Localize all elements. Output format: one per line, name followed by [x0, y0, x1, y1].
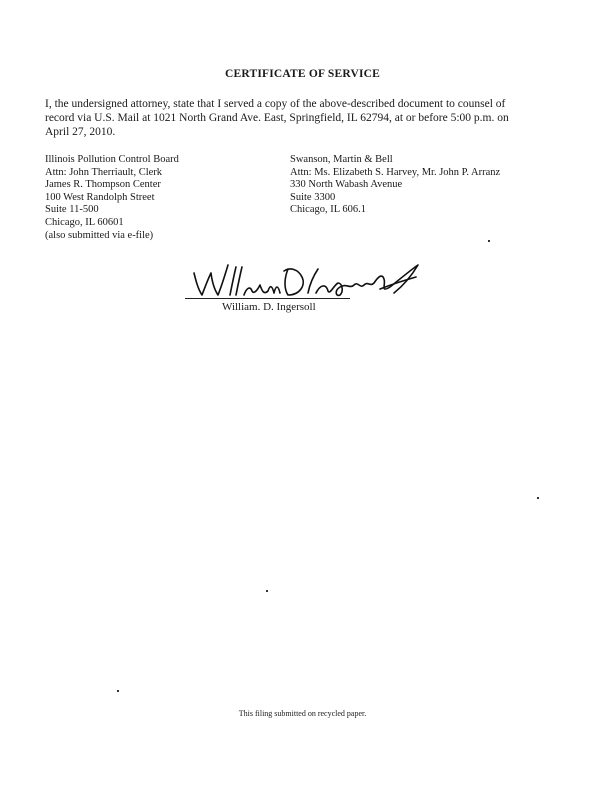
scan-speck [266, 590, 268, 592]
scan-speck [537, 497, 539, 499]
statement-line: record via U.S. Mail at 1021 North Grand Ave. East, Springfield, IL 62794, at or before 5:00 p.m. on [45, 112, 509, 124]
address-line: 100 West Randolph Street [45, 191, 155, 203]
recipient-address-left [45, 154, 179, 242]
address-line: Attn: John Therriault, Clerk [45, 166, 163, 178]
document-title: CERTIFICATE OF SERVICE [224, 68, 381, 80]
scan-speck [488, 240, 490, 242]
address-line: James R. Thompson Center [45, 179, 161, 191]
recipient-address-right [290, 154, 500, 217]
address-line: Suite 11-500 [45, 204, 99, 216]
statement-line: I, the undersigned attorney, state that I served a copy of the above-described document to counsel of [45, 98, 506, 110]
signature-line [185, 298, 350, 299]
footer-note: This filing submitted on recycled paper. [238, 709, 367, 718]
address-line: 330 North Wabash Avenue [290, 179, 403, 191]
address-line: Chicago, IL 606.1 [290, 204, 367, 216]
address-line: (also submitted via e-file) [45, 229, 154, 241]
address-line: Suite 3300 [290, 191, 336, 203]
signer-name: William. D. Ingersoll [222, 301, 316, 313]
scan-speck [117, 690, 119, 692]
service-statement [45, 97, 555, 139]
address-line: Attn: Ms. Elizabeth S. Harvey, Mr. John P. Arranz [290, 166, 501, 178]
statement-line: April 27, 2010. [45, 126, 116, 138]
address-line: Chicago, IL 60601 [45, 216, 124, 228]
address-line: Swanson, Martin & Bell [290, 154, 393, 165]
address-line: Illinois Pollution Control Board [45, 154, 179, 165]
